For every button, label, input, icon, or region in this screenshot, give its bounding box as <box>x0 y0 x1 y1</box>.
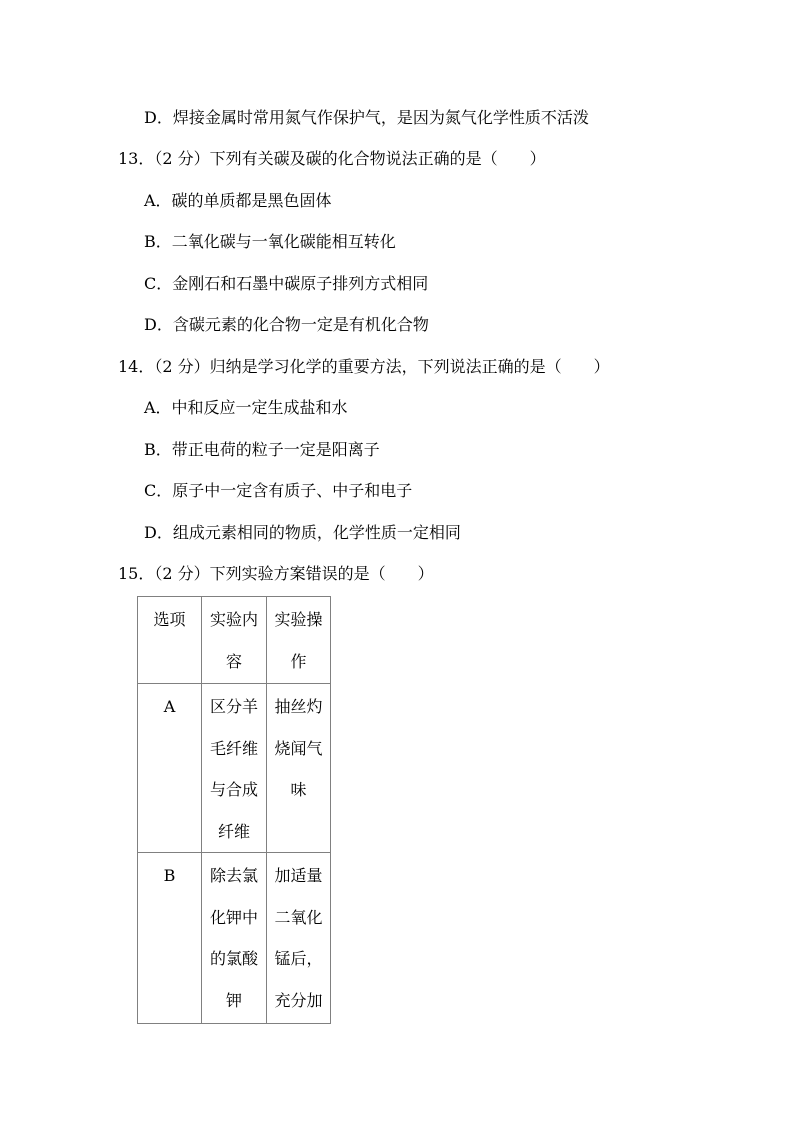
cell-text: 纤维 <box>217 821 250 841</box>
cell-text: 除去氯 <box>209 866 258 885</box>
q12-option-d: D．焊接金属时常用氮气作保护气，是因为氮气化学性质不活泼 <box>144 108 589 127</box>
table-row <box>138 853 331 1024</box>
header-cell-option <box>138 597 202 684</box>
cell-text: 的氯酸 <box>209 949 258 968</box>
cell-text: 充分加 <box>274 990 323 1010</box>
row-a-option-cell <box>138 684 202 853</box>
q14-stem: 14．（2 分）归纳是学习化学的重要方法，下列说法正确的是（ ） <box>118 357 610 376</box>
cell-text: 锰后， <box>274 949 323 968</box>
row-b-content-cell <box>202 853 267 1024</box>
experiment-table <box>137 596 331 1024</box>
cell-text: A <box>163 697 176 716</box>
cell-text: 作 <box>290 651 307 671</box>
cell-text: 实验内 <box>209 610 258 629</box>
q13-option-b: B．二氧化碳与一氧化碳能相互转化 <box>144 232 396 251</box>
cell-text: 选项 <box>153 610 186 629</box>
table-row <box>138 684 331 853</box>
row-b-operation-cell <box>267 853 331 1024</box>
row-a-content-cell <box>202 684 267 853</box>
q14-option-c: C．原子中一定含有质子、中子和电子 <box>144 481 413 500</box>
cell-text: B <box>163 866 176 885</box>
cell-text: 抽丝灼 <box>274 697 323 716</box>
cell-text: 味 <box>290 780 307 799</box>
cell-text: 加适量 <box>274 866 323 885</box>
header-cell-operation <box>267 597 331 684</box>
row-a-operation-cell <box>267 684 331 853</box>
q14-option-a: A．中和反应一定生成盐和水 <box>144 398 348 417</box>
cell-text: 区分羊 <box>209 697 258 716</box>
cell-text: 实验操 <box>274 610 323 629</box>
q13-option-c: C．金刚石和石墨中碳原子排列方式相同 <box>144 274 429 293</box>
row-b-option-cell <box>138 853 202 1024</box>
q13-option-a: A．碳的单质都是黑色固体 <box>144 191 332 210</box>
header-cell-content <box>202 597 267 684</box>
cell-text: 钾 <box>225 990 242 1010</box>
cell-text: 容 <box>225 651 242 671</box>
cell-text: 毛纤维 <box>209 738 258 758</box>
cell-text: 二氧化 <box>274 907 323 927</box>
q13-option-d: D．含碳元素的化合物一定是有机化合物 <box>144 315 429 334</box>
q14-option-b: B．带正电荷的粒子一定是阳离子 <box>144 440 380 459</box>
cell-text: 与合成 <box>209 780 258 799</box>
cell-text: 烧闻气 <box>274 738 323 758</box>
q14-option-d: D．组成元素相同的物质，化学性质一定相同 <box>144 523 461 542</box>
table-header-row <box>138 597 331 684</box>
q15-stem: 15．（2 分）下列实验方案错误的是（ ） <box>118 564 434 583</box>
cell-text: 化钾中 <box>209 907 258 927</box>
q13-stem: 13．（2 分）下列有关碳及碳的化合物说法正确的是（ ） <box>118 149 546 168</box>
